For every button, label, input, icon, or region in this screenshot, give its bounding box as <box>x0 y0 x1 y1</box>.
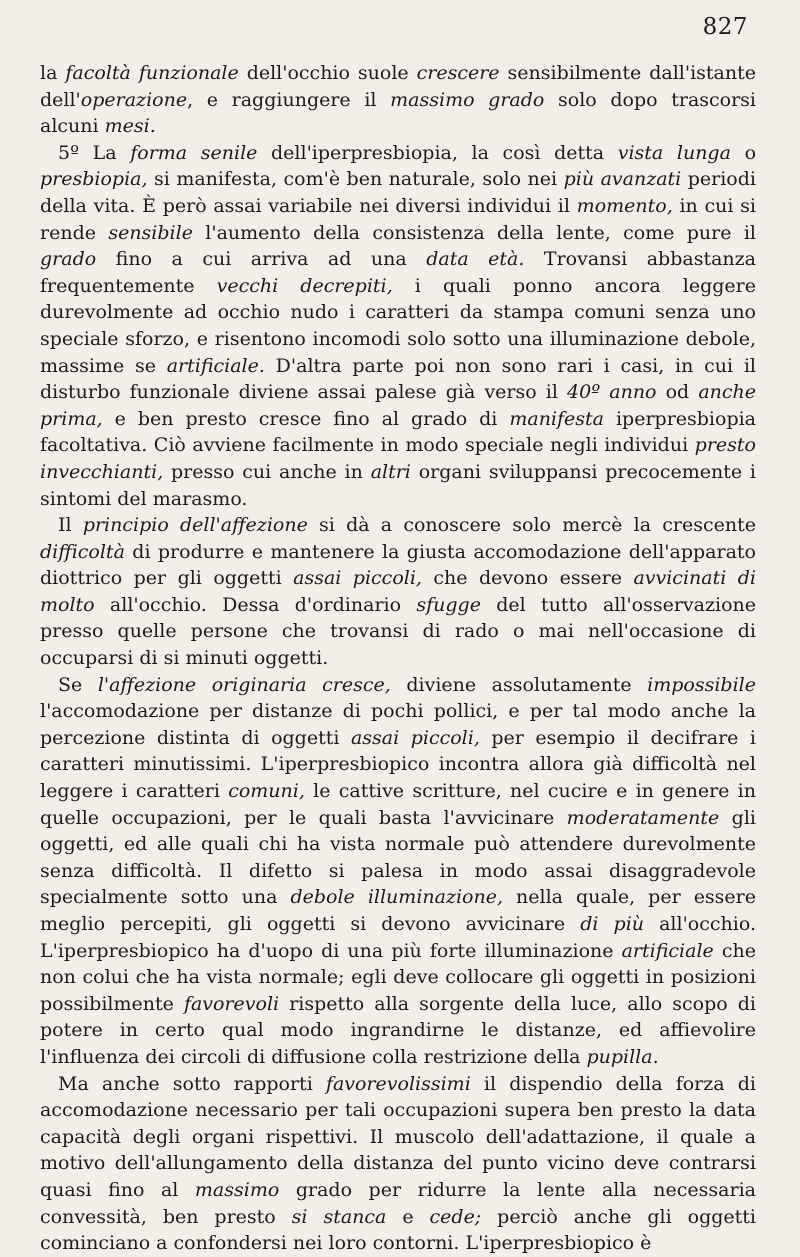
italic-run: mesi. <box>104 115 156 138</box>
italic-run: vecchi decrepiti, <box>216 274 393 297</box>
text-run: sensibilmente dall'istante dell' <box>40 62 757 111</box>
italic-run: grado <box>40 248 97 271</box>
italic-run: si stanca <box>291 1205 387 1228</box>
text-run: il dispendio della forza di accomodazione necessario per tali occupazioni supera ben presto la data capacità degli organi rispettivi. Il muscolo dell'adattazione, il quale a motivo dell'allungamento della distanza del punto vicino deve contrarsi quasi fino al <box>40 1072 756 1201</box>
text-run: D'altra parte poi non sono rari i casi, in cui il disturbo funzionale diviene assai palese già verso il <box>40 354 756 404</box>
italic-run: sensibile <box>108 221 193 244</box>
text-run: 5º La <box>58 141 131 164</box>
italic-run: anche prima, <box>40 381 756 430</box>
italic-run: manifesta <box>509 407 604 430</box>
italic-run: presbiopia, <box>40 168 148 191</box>
italic-run: più avanzati <box>563 168 682 191</box>
text-run: solo dopo trascorsi alcuni <box>40 88 757 138</box>
text-run: l'accomodazione per distanze di pochi pollici, e per tal modo anche la percezione distinta di oggetti <box>40 700 756 749</box>
italic-run: data età. <box>426 248 525 271</box>
italic-run: difficoltà <box>40 540 125 563</box>
italic-run: favorevolissimi <box>325 1072 471 1095</box>
italic-run: sfugge <box>416 593 481 616</box>
italic-run: artificiale <box>621 939 714 962</box>
italic-run: di più <box>580 913 645 935</box>
italic-run: facoltà funzionale <box>65 62 239 84</box>
text-run: Trovansi abbastanza frequentemente <box>40 248 756 297</box>
text-run: si manifesta, com'è ben naturale, solo nei <box>147 168 564 191</box>
italic-run: operazione <box>80 88 188 111</box>
text-run: che non colui che ha vista normale; egli deve collocare gli oggetti in posizioni possibilmente <box>40 939 756 1015</box>
italic-run: massimo grado <box>390 88 545 111</box>
text-run: periodi della vita. È però assai variabile nei diversi individui il <box>40 168 756 217</box>
text-run: perciò anche gli oggetti cominciano a confondersi nei loro contorni. L'iperpresbiopico è <box>40 1205 756 1255</box>
text-run: che devono essere <box>421 567 634 590</box>
text-run: o <box>730 141 757 164</box>
text-run: , e raggiungere il <box>187 88 391 111</box>
text-run: diviene assolutamente <box>390 673 648 696</box>
text-run: in cui si rende <box>40 194 756 244</box>
italic-run: altri <box>370 460 411 483</box>
paragraph-1 <box>40 60 756 140</box>
text-run: organi sviluppansi precocemente i sintomi del marasmo. <box>40 460 756 510</box>
italic-run: forma senile <box>130 141 258 164</box>
text-run: si dà a conoscere solo mercè la crescente <box>307 514 756 537</box>
paragraph-4 <box>40 672 756 1071</box>
text-run: dell'occhio suole <box>238 62 417 84</box>
text-run: i quali ponno ancora leggere durevolmente ad occhio nudo i caratteri da stampa comuni senza uno speciale sforzo, e risentono incomodi solo sotto una illuminazione debole, massime se <box>40 274 756 377</box>
italic-run: impossibile <box>647 673 756 696</box>
italic-run: favorevoli <box>183 992 280 1015</box>
italic-run: avvicinati di molto <box>40 567 756 616</box>
text-run: di produrre e mantenere la giusta accomodazione dell'apparato diottrico per gli oggetti <box>40 540 756 590</box>
paragraph-5 <box>40 1071 756 1257</box>
text-run: rispetto alla sorgente della luce, allo scopo di potere in certo qual modo ingrandirne le distanze, ed affievolire l'influenza dei circoli di diffusione colla restrizione della <box>40 992 756 1068</box>
text-run: od <box>656 381 699 404</box>
text-run: l'aumento della consistenza della lente, come pure il <box>192 221 756 244</box>
text-run: gli oggetti, ed alle quali chi ha vista normale può attendere durevolmente senza difficoltà. Il difetto si palesa in modo assai disaggradevole specialmente sotto una <box>40 806 756 909</box>
italic-run: cede; <box>429 1205 482 1228</box>
text-run: per esempio il decifrare i caratteri minutissimi. L'iperpresbiopico incontra allora già difficoltà nel leggere i caratteri <box>40 726 756 803</box>
text-run: grado per ridurre la lente alla necessaria convessità, ben presto <box>40 1178 756 1228</box>
text-run: le cattive scritture, nel cucire e in genere in quelle occupazioni, per le quali basta l'avvicinare <box>40 780 756 829</box>
italic-run: 40º anno <box>567 381 657 404</box>
text-run: Se <box>58 673 98 696</box>
text-run: presso cui anche in <box>163 460 371 483</box>
italic-run: presto invecchianti, <box>40 434 756 483</box>
italic-run: massimo <box>194 1178 280 1201</box>
text-run: del tutto all'osservazione presso quelle persone che trovansi di rado o mai nell'occasione di occuparsi di si minuti oggetti. <box>40 593 756 670</box>
italic-run: moderatamente <box>566 806 720 829</box>
italic-run: principio dell'affezione <box>82 514 308 537</box>
text-run: e ben presto cresce fino al grado di <box>102 407 510 430</box>
italic-run: vista lunga <box>617 141 731 164</box>
text-run: fino a cui arriva ad una <box>96 248 427 271</box>
text-run: all'occhio. Dessa d'ordinario <box>94 593 417 616</box>
text-run: e <box>386 1205 430 1228</box>
italic-run: artificiale. <box>166 354 265 377</box>
italic-run: assai piccoli, <box>350 726 480 749</box>
italic-run: crescere <box>416 62 500 84</box>
body-text <box>40 60 756 1257</box>
italic-run: l'affezione originaria cresce, <box>97 673 391 696</box>
italic-run: debole illuminazione, <box>290 886 504 909</box>
text-run: Ma anche sotto rapporti <box>58 1072 326 1095</box>
text-run: la <box>40 62 66 84</box>
paragraph-3 <box>40 512 756 672</box>
text-run: all'occhio. L'iperpresbiopico ha d'uopo di una più forte illuminazione <box>40 913 756 962</box>
text-run: Il <box>58 514 83 537</box>
italic-run: pupilla. <box>586 1045 659 1068</box>
italic-run: momento, <box>576 194 673 217</box>
page-number: 827 <box>702 14 748 40</box>
text-run: nella quale, per essere meglio percepiti, gli oggetti si devono avvicinare <box>40 886 757 935</box>
text-run: iperpresbiopia facoltativa. Ciò avviene facilmente in modo speciale negli individui <box>40 407 757 457</box>
paragraph-2 <box>40 140 756 512</box>
italic-run: comuni, <box>228 780 305 803</box>
italic-run: assai piccoli, <box>293 567 422 590</box>
text-run: dell'iperpresbiopia, la così detta <box>257 141 618 164</box>
